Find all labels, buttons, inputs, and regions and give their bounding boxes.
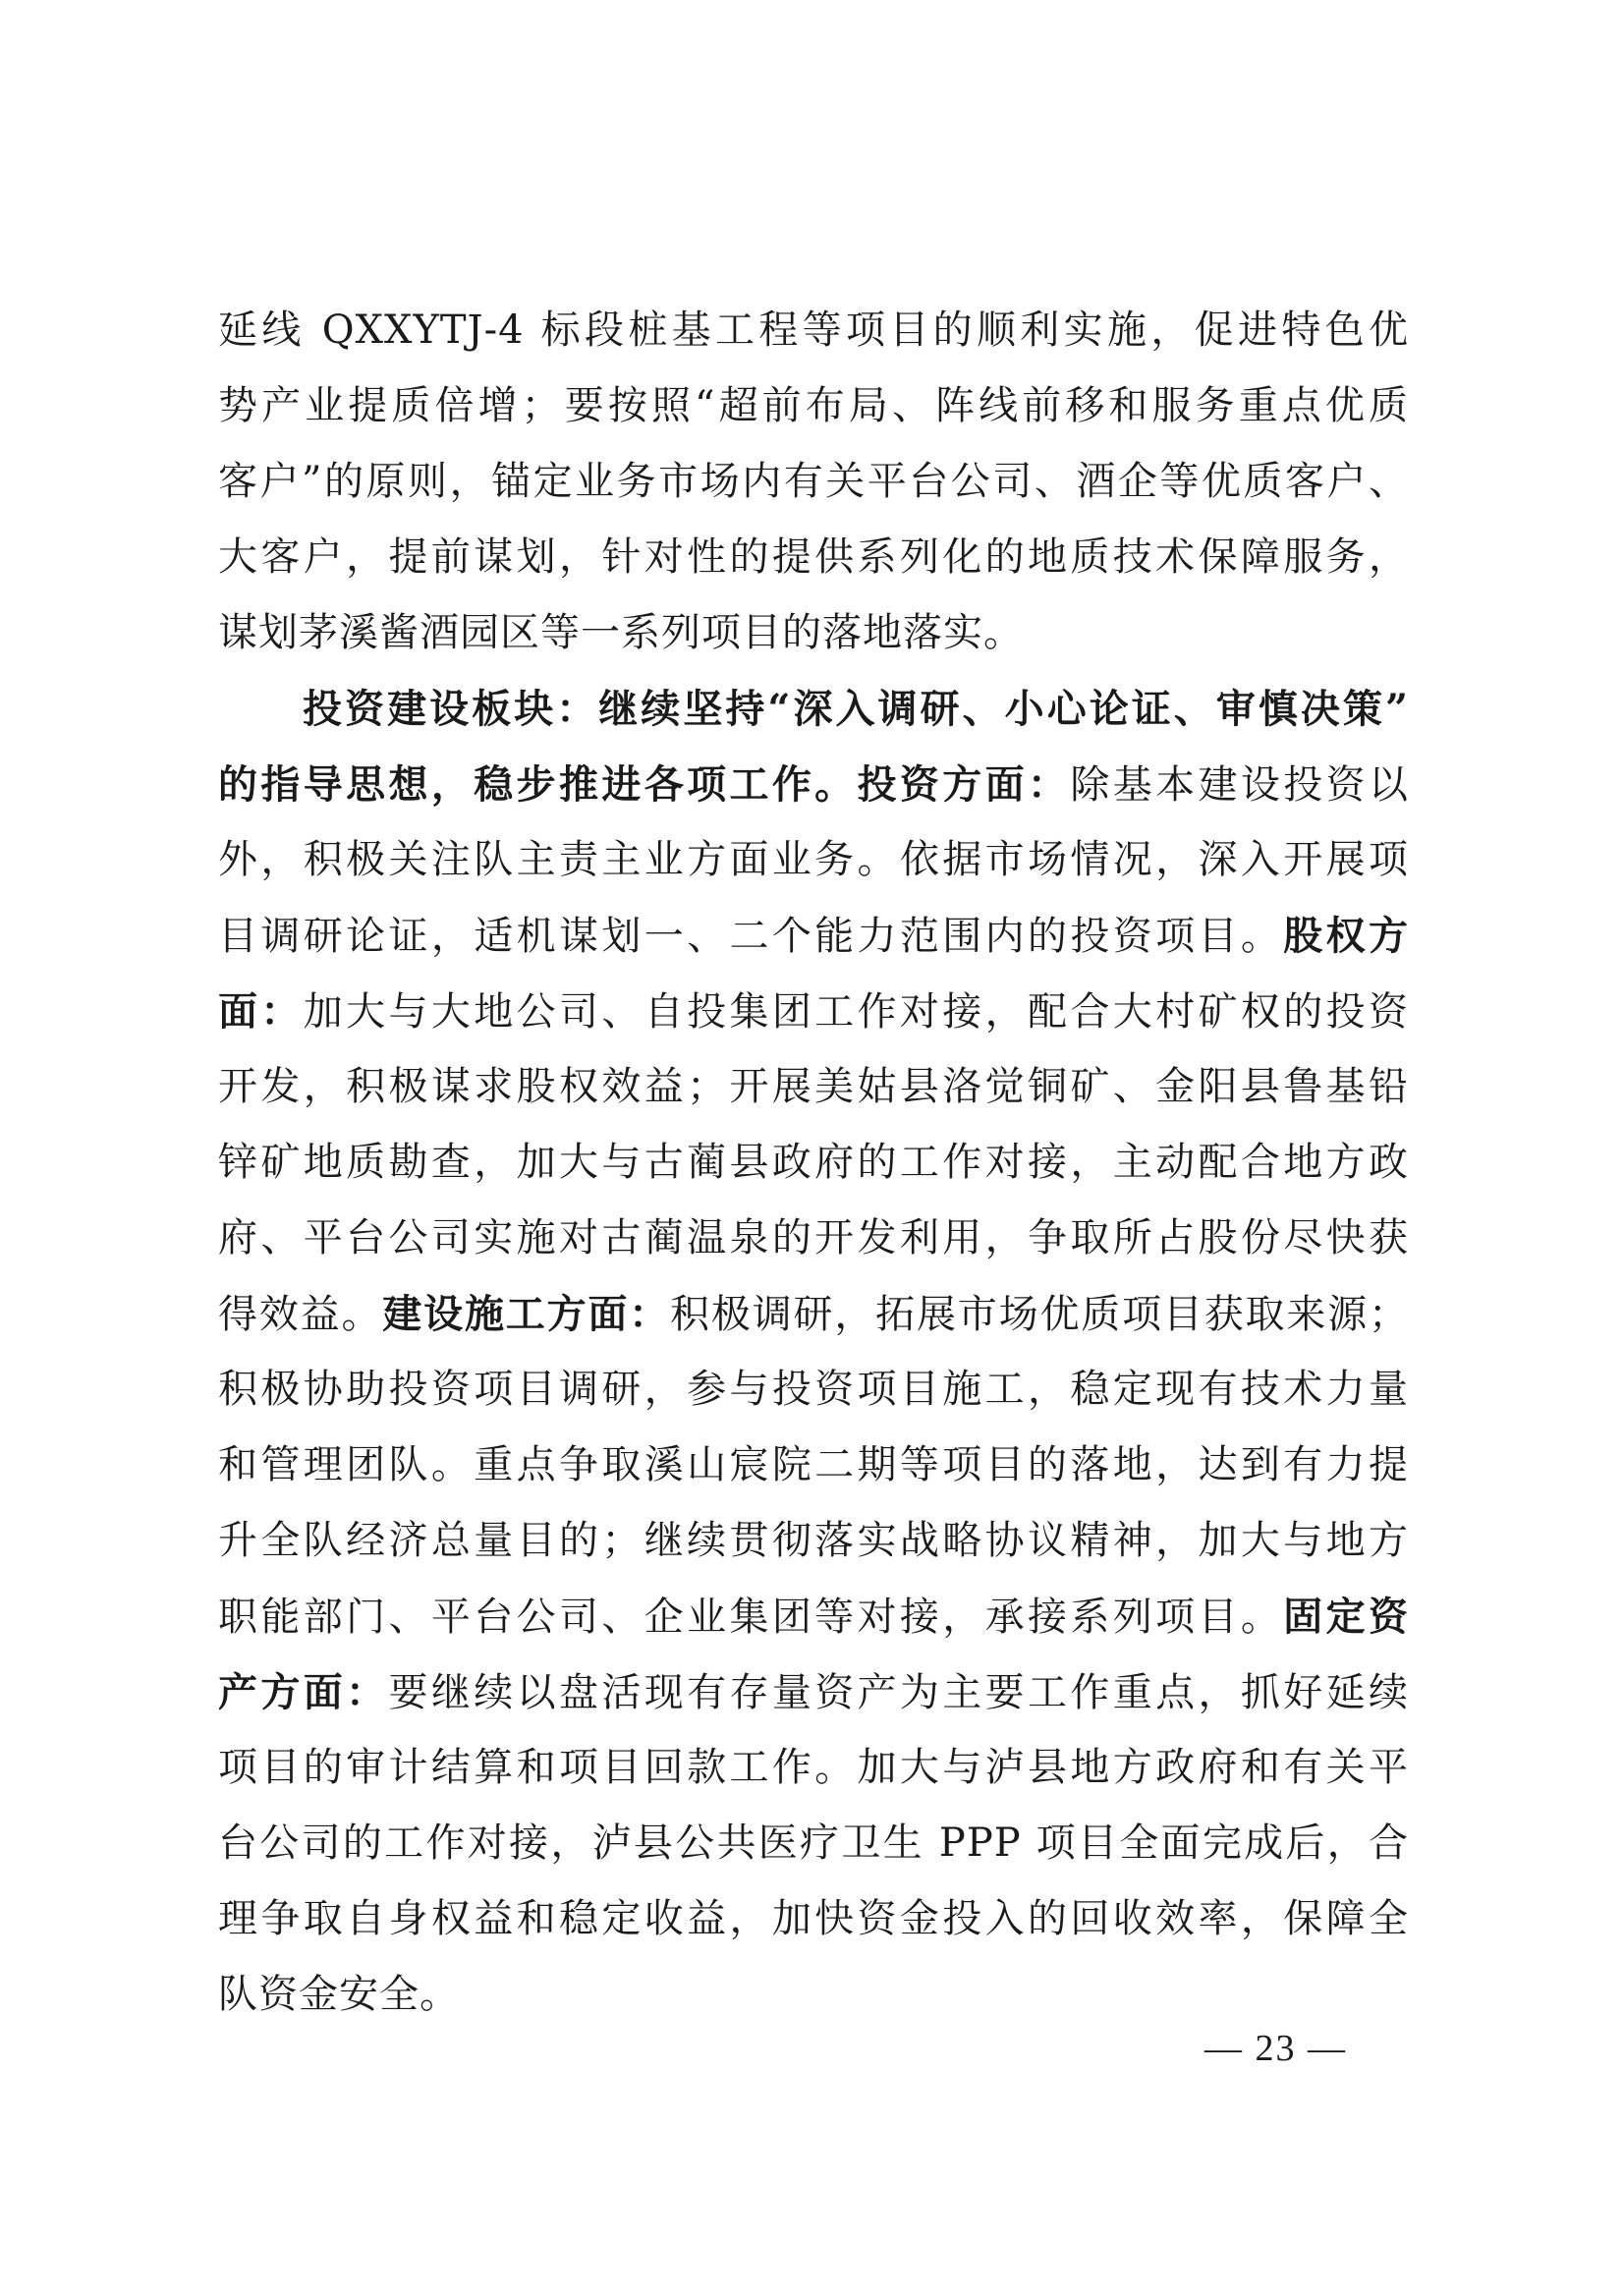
inline-text: 积极调研，拓展市场优质项目获取来源； — [670, 1292, 1410, 1337]
inline-text: 除基本建设投资以 — [1070, 762, 1410, 808]
section-heading-investment: 投资建设板块：继续坚持“深入调研、小心论证、审慎决策” — [303, 686, 1409, 732]
text-line — [218, 898, 1409, 974]
page-number: — 23 — — [1204, 2028, 1347, 2069]
text-line: 势产业提质倍增；要按照“超前布局、阵线前移和服务重点优质 — [218, 383, 1409, 428]
paragraph-2 — [218, 671, 1409, 2033]
inline-text: 目调研论证，适机谋划一、二个能力范围内的投资项目。 — [218, 914, 1284, 959]
paragraph-1 — [218, 293, 1409, 671]
text-line — [218, 974, 1409, 1049]
text-line: 客户”的原则，锚定业务市场内有关平台公司、酒企等优质客户、 — [218, 459, 1409, 504]
text-line: 项目的审计结算和项目回款工作。加大与泸县地方政府和有关平 — [218, 1745, 1409, 1790]
inline-text: 职能部门、平台公司、企业集团等对接，承接系列项目。 — [218, 1595, 1284, 1640]
text-line: 开发，积极谋求股权效益；开展美姑县洛觉铜矿、金阳县鲁基铅 — [218, 1064, 1409, 1109]
text-line: 积极协助投资项目调研，参与投资项目施工，稳定现有技术力量 — [218, 1367, 1409, 1412]
text-line: 理争取自身权益和稳定收益，加快资金投入的回收效率，保障全 — [218, 1896, 1409, 1941]
text-line — [218, 1276, 1409, 1352]
text-line — [218, 747, 1409, 822]
text-line: 延线 QXXYTJ-4 标段桩基工程等项目的顺利实施，促进特色优 — [218, 308, 1409, 353]
text-line: 台公司的工作对接，泸县公共医疗卫生 PPP 项目全面完成后，合 — [218, 1820, 1409, 1866]
bold-text: 的指导思想，稳步推进各项工作。 — [218, 761, 858, 808]
subheading-equity: 股权方 — [1283, 913, 1410, 959]
text-line: 锌矿地质勘查，加大与古蔺县政府的工作对接，主动配合地方政 — [218, 1140, 1409, 1185]
text-line — [218, 1579, 1409, 1654]
subheading-investment: 投资方面： — [857, 761, 1071, 808]
text-line: 府、平台公司实施对古蔺温泉的开发利用，争取所占股份尽快获 — [218, 1215, 1409, 1260]
subheading-fixed-assets-cont: 产方面： — [218, 1669, 389, 1715]
subheading-fixed-assets: 固定资 — [1283, 1594, 1410, 1640]
subheading-construction: 建设施工方面： — [382, 1291, 671, 1337]
inline-text: 得效益。 — [218, 1292, 383, 1337]
text-line: 升全队经济总量目的；继续贯彻落实战略协议精神，加大与地方 — [218, 1518, 1409, 1563]
inline-text: 要继续以盘活现有存量资产为主要工作重点，抓好延续 — [388, 1670, 1410, 1715]
text-line — [218, 1654, 1409, 1730]
inline-text: 加大与大地公司、自投集团工作对接，配合大村矿权的投资 — [303, 989, 1410, 1035]
subheading-equity-cont: 面： — [218, 988, 304, 1035]
text-line: 队资金安全。 — [218, 1972, 460, 2017]
text-line: 谋划茅溪酱酒园区等一系列项目的落地落实。 — [218, 610, 1024, 655]
text-line: 和管理团队。重点争取溪山宸院二期等项目的落地，达到有力提 — [218, 1442, 1409, 1487]
text-line: 外，积极关注队主责主业方面业务。依据市场情况，深入开展项 — [218, 837, 1409, 882]
document-body — [218, 293, 1409, 2033]
text-line: 大客户，提前谋划，针对性的提供系列化的地质技术保障服务， — [218, 534, 1409, 580]
